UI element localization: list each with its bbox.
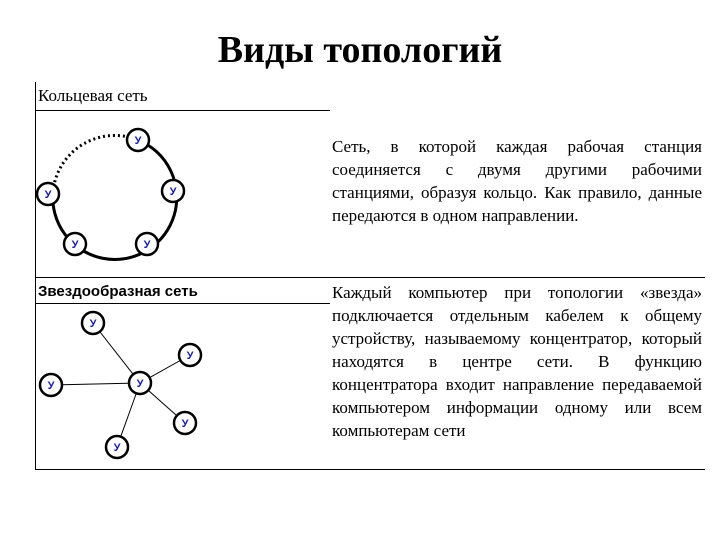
svg-text:У: У xyxy=(136,378,144,390)
star-network-label: Звездообразная сеть xyxy=(38,283,198,300)
star-node-right-top xyxy=(179,344,201,366)
ring-network-label: Кольцевая сеть xyxy=(38,86,148,105)
ring-label-underline xyxy=(35,110,330,111)
star-node-right-bottom xyxy=(174,412,196,434)
svg-text:У: У xyxy=(71,239,79,251)
star-node-left xyxy=(40,374,62,396)
ring-network-description: Сеть, в которой каждая рабочая станция соединяется с двумя другими рабочими станциями, образуя кольцо. Как правило, данные передаются в одном направлении. xyxy=(332,137,702,225)
svg-text:У: У xyxy=(134,135,142,147)
ring-node-top xyxy=(127,129,149,151)
ring-node-left xyxy=(37,183,59,205)
star-label-underline xyxy=(35,303,330,304)
svg-text:У: У xyxy=(47,380,55,392)
svg-text:У: У xyxy=(89,318,97,330)
svg-text:У: У xyxy=(143,239,151,251)
ring-node-bottom-right xyxy=(136,233,158,255)
ring-network-diagram xyxy=(35,112,210,262)
ring-node-bottom-left xyxy=(64,233,86,255)
star-node-top xyxy=(82,312,104,334)
row-divider xyxy=(35,277,705,278)
svg-text:У: У xyxy=(181,418,189,430)
svg-text:У: У xyxy=(186,350,194,362)
svg-text:У: У xyxy=(169,186,177,198)
star-link xyxy=(51,383,140,385)
table-bottom-border xyxy=(35,469,705,470)
star-node-bottom xyxy=(106,436,128,458)
star-hub-node xyxy=(129,372,151,394)
ring-dotted-arc xyxy=(53,135,138,192)
ring-node-right xyxy=(162,180,184,202)
star-network-description: Каждый компьютер при топологии «звезда» подключается отдельным кабелем к общему устройству, называемому концентратор, который находятся в центре сети. В функцию концентратора входит направление передаваемой компьютером информации одному или всем компьютерам сети xyxy=(332,283,702,440)
svg-text:У: У xyxy=(44,189,52,201)
star-network-diagram xyxy=(35,305,220,465)
slide-title: Виды топологий xyxy=(217,29,503,71)
svg-text:У: У xyxy=(113,442,121,454)
